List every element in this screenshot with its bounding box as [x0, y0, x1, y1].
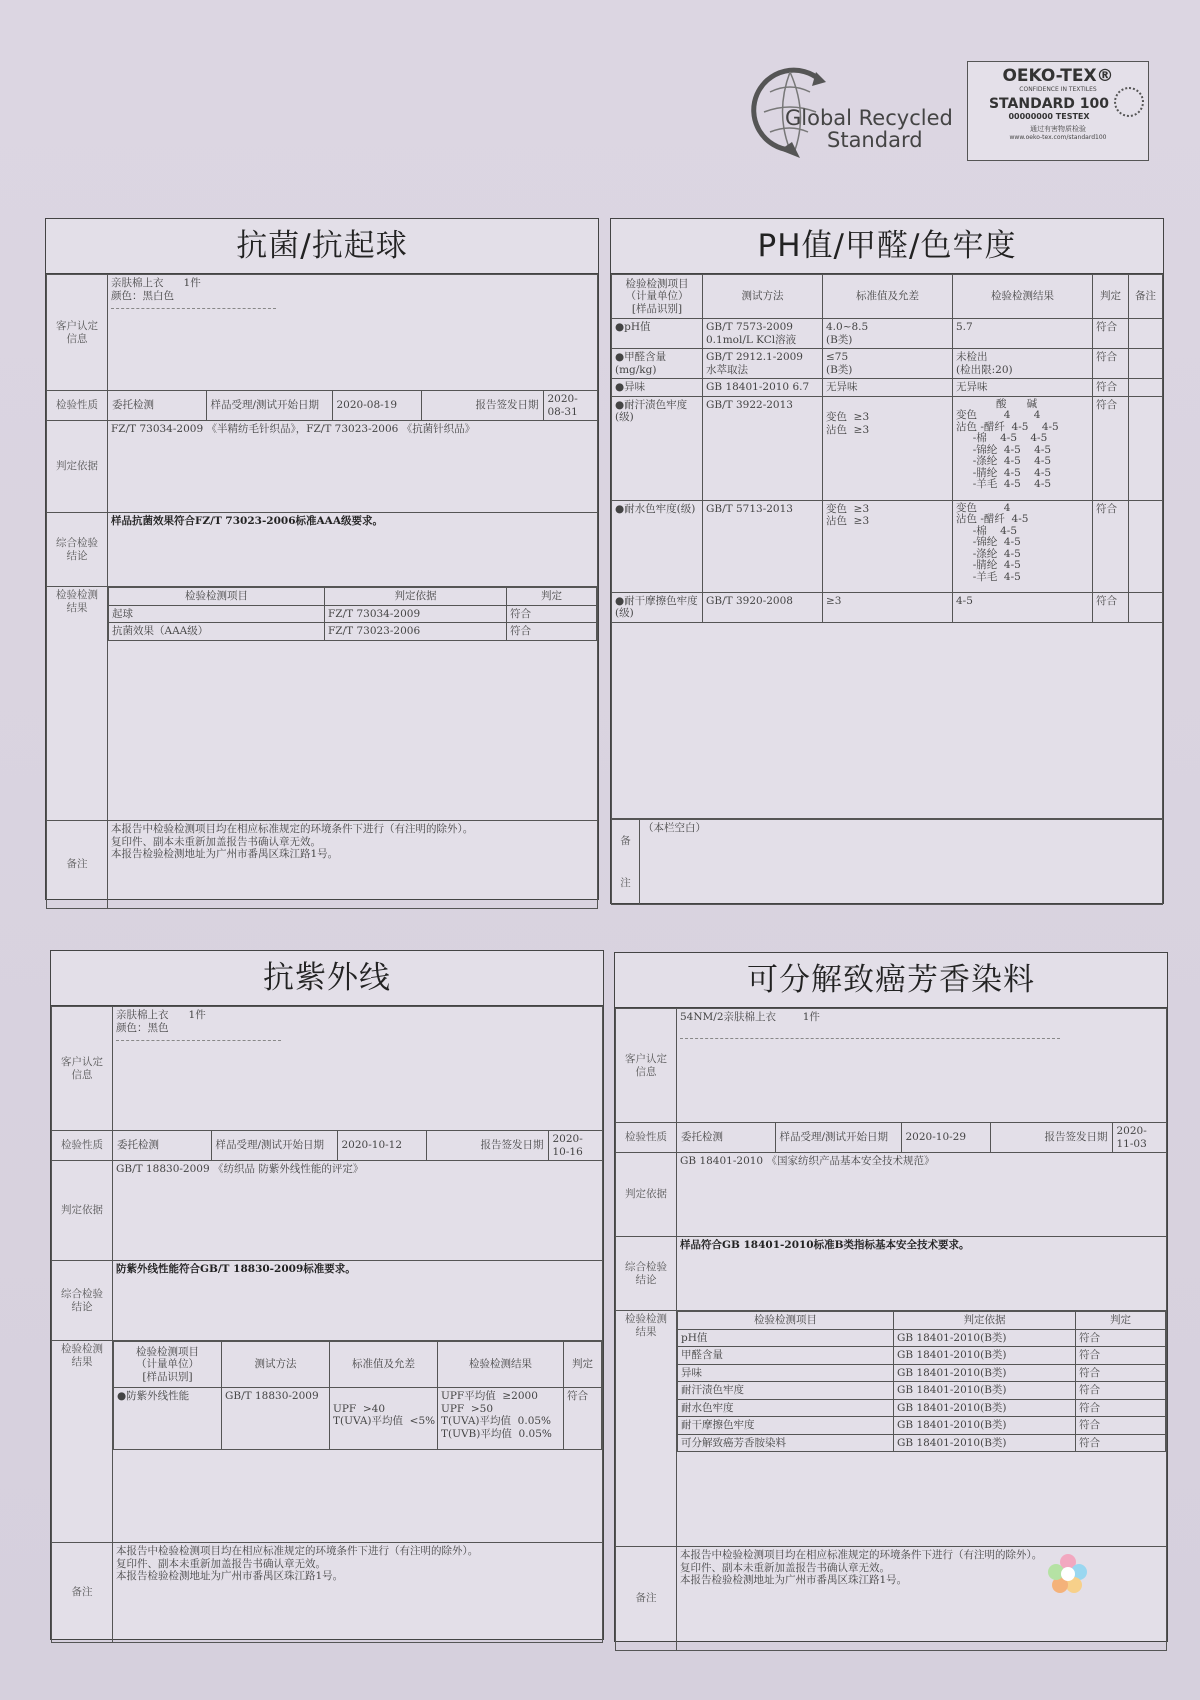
oeko-sub: CONFIDENCE IN TEXTILES	[1019, 86, 1097, 93]
issue-date: 2020-10-16	[552, 1133, 583, 1158]
panel-title: 抗紫外线	[51, 951, 603, 1006]
table-row	[612, 349, 1163, 379]
cell-item: 可分解致癌芳香胺染料	[678, 1434, 894, 1452]
issue-label: 报告签发日期	[990, 1123, 1112, 1152]
blank-area	[612, 622, 1163, 818]
cell-item: ●耐汗渍色牢度 (级)	[612, 396, 703, 500]
cell-note	[1129, 592, 1163, 622]
col-std: 标准值及允差	[330, 1342, 438, 1388]
col-item: 检验检测项目	[109, 588, 325, 606]
cell-item: 起球	[109, 605, 325, 623]
table-row	[678, 1399, 1166, 1417]
cell-note	[1129, 500, 1163, 592]
panel-azo-dyes	[614, 952, 1168, 1642]
oeko-tex-label	[967, 61, 1149, 161]
cell-verdict: 符合	[1093, 379, 1129, 397]
cell-method: GB 18401-2010 6.7	[703, 379, 823, 397]
cell-note	[1129, 319, 1163, 349]
issue-date: 2020-11-03	[1116, 1125, 1147, 1150]
col-verdict: 判定	[564, 1342, 602, 1388]
table-row	[612, 500, 1163, 592]
cell-result: 5.7	[953, 319, 1093, 349]
cell-result: 变色 4 沾色 -醋纤 4-5 -棉 4-5 -锦纶 4-5 -涤纶 4-5 -腈纶 4-5 -羊毛 4-5	[953, 500, 1093, 592]
grs-text-line2: Standard	[827, 128, 923, 152]
table-row	[678, 1347, 1166, 1365]
cell-verdict: 符合	[1076, 1329, 1166, 1347]
table-row	[612, 379, 1163, 397]
basis-value: GB 18401-2010 《国家纺织产品基本安全技术规范》	[677, 1153, 1167, 1237]
cell-item: 耐汗渍色牢度	[678, 1382, 894, 1400]
cell-std: 4.0~8.5 (B类)	[823, 319, 953, 349]
table-row	[109, 623, 597, 641]
result-label: 检验检测 结果	[52, 1341, 113, 1543]
remark-text: （本栏空白）	[640, 819, 1163, 904]
cell-item: 甲醛含量	[678, 1347, 894, 1365]
cell-verdict: 符合	[1076, 1364, 1166, 1382]
cell-basis: FZ/T 73023-2006	[325, 623, 507, 641]
grs-text-line1: Global Recycled	[785, 106, 953, 130]
cell-result: 4-5	[953, 592, 1093, 622]
client-line1: 54NM/2亲肤棉上衣 1件	[680, 1011, 820, 1023]
result-label: 检验检测 结果	[616, 1311, 677, 1547]
remark-label: 备注	[52, 1543, 113, 1643]
col-method: 测试方法	[703, 275, 823, 319]
col-std: 标准值及允差	[823, 275, 953, 319]
cell-method: GB/T 3922-2013	[703, 396, 823, 500]
conclusion-value: 样品符合GB 18401-2010标准B类指标基本安全技术要求。	[677, 1237, 1167, 1311]
client-label: 客户认定 信息	[52, 1007, 113, 1131]
cell-note	[1129, 396, 1163, 500]
oeko-std: STANDARD 100	[988, 96, 1110, 112]
cell-verdict: 符合	[1093, 319, 1129, 349]
start-date: 2020-10-12	[337, 1131, 426, 1160]
oeko-num: 00000000 TESTEX	[1008, 112, 1090, 121]
cell-verdict: 符合	[1093, 500, 1129, 592]
cell-item: 异味	[678, 1364, 894, 1382]
client-label: 客户认定 信息	[47, 275, 108, 391]
result-table	[677, 1311, 1166, 1452]
col-item: 检验检测项目 （计量单位） [样品识别]	[612, 275, 703, 319]
panel-title: PH值/甲醛/色牢度	[611, 219, 1163, 274]
cell-note	[1129, 349, 1163, 379]
cell-basis: GB 18401-2010(B类)	[894, 1434, 1076, 1452]
nature-value: 委托检测	[108, 391, 206, 420]
cell-result: 未检出 (检出限:20)	[953, 349, 1093, 379]
table-row	[114, 1388, 602, 1450]
col-basis: 判定依据	[325, 588, 507, 606]
col-item: 检验检测项目	[678, 1312, 894, 1330]
cell-std: ≤75 (B类)	[823, 349, 953, 379]
cell-note	[1129, 379, 1163, 397]
cell-basis: GB 18401-2010(B类)	[894, 1364, 1076, 1382]
col-verdict: 判定	[507, 588, 597, 606]
oeko-title: OEKO-TEX®	[1002, 66, 1114, 86]
result-table	[108, 587, 597, 641]
cell-item: 耐干摩擦色牢度	[678, 1417, 894, 1435]
start-label: 样品受理/测试开始日期	[206, 391, 332, 420]
cell-verdict: 符合	[1093, 396, 1129, 500]
start-date: 2020-08-19	[332, 391, 421, 420]
remark-text: 本报告中检验检测项目均在相应标准规定的环境条件下进行（有注明的除外）。 复印件、副本未重新加盖报告书确认章无效。 本报告检验检测地址为广州市番禺区珠江路1号。	[677, 1547, 1167, 1651]
basis-value: FZ/T 73034-2009 《半精纺毛针织品》，FZ/T 73023-2006 《抗菌针织品》	[108, 421, 598, 513]
cell-method: GB/T 18830-2009	[222, 1388, 330, 1450]
cell-method: GB/T 5713-2013	[703, 500, 823, 592]
cell-result: 酸 碱 变色 4 4 沾色 -醋纤 4-5 4-5 -棉 4-5 4-5 -锦纶 4-5 4-5 -涤纶 4-5 4-5 -腈纶 4-5 4-5 -羊毛 4-5 4-5	[953, 396, 1093, 500]
cell-verdict: 符合	[1093, 349, 1129, 379]
cell-item: ●pH值	[612, 319, 703, 349]
start-label: 样品受理/测试开始日期	[775, 1123, 901, 1152]
cell-item: ●耐干摩擦色牢度 (级)	[612, 592, 703, 622]
conclusion-label: 综合检验 结论	[47, 513, 108, 587]
col-result: 检验检测结果	[953, 275, 1093, 319]
cell-verdict: 符合	[1076, 1434, 1166, 1452]
cell-std: 变色 ≥3 沾色 ≥3	[823, 396, 953, 500]
result-label: 检验检测 结果	[47, 587, 108, 821]
conclusion-label: 综合检验 结论	[52, 1261, 113, 1341]
remark-label-2: 注	[620, 876, 631, 889]
basis-value: GB/T 18830-2009 《纺织品 防紫外线性能的评定》	[113, 1161, 603, 1261]
table-row	[109, 605, 597, 623]
table-row	[612, 396, 1163, 500]
cell-item: 抗菌效果（AAA级）	[109, 623, 325, 641]
cell-std: 无异味	[823, 379, 953, 397]
client-line1: 亲肤棉上衣 1件	[111, 277, 201, 289]
remark-label	[612, 819, 640, 904]
cell-result: UPF平均值 ≥2000 UPF >50 T(UVA)平均值 0.05% T(UVB)平均值 0.05%	[438, 1388, 564, 1450]
cell-method: GB/T 2912.1-2009 水萃取法	[703, 349, 823, 379]
cell-std: ≥3	[823, 592, 953, 622]
conclusion-label: 综合检验 结论	[616, 1237, 677, 1311]
cell-item: ●甲醛含量 (mg/kg)	[612, 349, 703, 379]
cell-verdict: 符合	[1076, 1399, 1166, 1417]
cell-item: ●防紫外线性能	[114, 1388, 222, 1450]
remark-label: 备注	[47, 821, 108, 909]
issue-label: 报告签发日期	[426, 1131, 548, 1160]
col-method: 测试方法	[222, 1342, 330, 1388]
basis-label: 判定依据	[47, 421, 108, 513]
col-verdict: 判定	[1076, 1312, 1166, 1330]
cell-verdict: 符合	[564, 1388, 602, 1450]
cell-verdict: 符合	[1076, 1347, 1166, 1365]
issue-label: 报告签发日期	[421, 391, 543, 420]
remark-text: 本报告中检验检测项目均在相应标准规定的环境条件下进行（有注明的除外）。 复印件、副本未重新加盖报告书确认章无效。 本报告检验检测地址为广州市番禺区珠江路1号。	[108, 821, 598, 909]
start-date: 2020-10-29	[901, 1123, 990, 1152]
nature-label: 检验性质	[47, 391, 108, 421]
client-line2: 颜色：黑白色	[111, 289, 174, 302]
basis-label: 判定依据	[52, 1161, 113, 1261]
col-result: 检验检测结果	[438, 1342, 564, 1388]
cell-basis: FZ/T 73034-2009	[325, 605, 507, 623]
col-verdict: 判定	[1093, 275, 1129, 319]
table-row	[612, 592, 1163, 622]
table-row	[678, 1434, 1166, 1452]
client-line2: 颜色：黑色	[116, 1021, 169, 1034]
remark-label-1: 备	[620, 834, 631, 847]
panel-table	[611, 274, 1163, 819]
nature-value: 委托检测	[677, 1123, 775, 1152]
table-row	[678, 1329, 1166, 1347]
conclusion-value: 防紫外线性能符合GB/T 18830-2009标准要求。	[113, 1261, 603, 1341]
conclusion-value: 样品抗菌效果符合FZ/T 73023-2006标准AAA级要求。	[108, 513, 598, 587]
col-basis: 判定依据	[894, 1312, 1076, 1330]
cell-item: pH值	[678, 1329, 894, 1347]
panel-antibacterial	[45, 218, 599, 900]
cell-item: ●耐水色牢度(级)	[612, 500, 703, 592]
cell-verdict: 符合	[507, 605, 597, 623]
nature-label: 检验性质	[52, 1131, 113, 1161]
cell-item: ●异味	[612, 379, 703, 397]
cell-verdict: 符合	[1076, 1382, 1166, 1400]
cell-result: 无异味	[953, 379, 1093, 397]
cell-item: 耐水色牢度	[678, 1399, 894, 1417]
cell-basis: GB 18401-2010(B类)	[894, 1382, 1076, 1400]
panel-uv	[50, 950, 604, 1640]
colorful-flower-icon	[1046, 1552, 1090, 1596]
nature-value: 委托检测	[113, 1131, 211, 1160]
cell-verdict: 符合	[1093, 592, 1129, 622]
panel-title: 可分解致癌芳香染料	[615, 953, 1167, 1008]
client-info	[113, 1007, 603, 1131]
client-info	[108, 275, 598, 391]
table-row	[678, 1382, 1166, 1400]
issue-date: 2020-08-31	[547, 393, 578, 418]
oeko-cn: 通过有害物质检验	[1030, 125, 1086, 133]
flower-emblem-icon	[1114, 87, 1144, 117]
nature-label: 检验性质	[616, 1123, 677, 1153]
table-row	[678, 1364, 1166, 1382]
grs-logo	[750, 62, 953, 158]
cell-basis: GB 18401-2010(B类)	[894, 1347, 1076, 1365]
oeko-url: www.oeko-tex.com/standard100	[1009, 134, 1107, 141]
panel-ph-formaldehyde	[610, 218, 1164, 904]
panel-table	[51, 1006, 603, 1643]
cell-std: UPF >40 T(UVA)平均值 <5%	[330, 1388, 438, 1450]
panel-title: 抗菌/抗起球	[46, 219, 598, 274]
cell-basis: GB 18401-2010(B类)	[894, 1417, 1076, 1435]
cell-method: GB/T 3920-2008	[703, 592, 823, 622]
client-line1: 亲肤棉上衣 1件	[116, 1009, 206, 1021]
remark-table	[611, 819, 1163, 905]
table-row	[612, 319, 1163, 349]
basis-label: 判定依据	[616, 1153, 677, 1237]
start-label: 样品受理/测试开始日期	[211, 1131, 337, 1160]
col-item: 检验检测项目 （计量单位） [样品识别]	[114, 1342, 222, 1388]
table-row	[678, 1417, 1166, 1435]
cell-method: GB/T 7573-2009 0.1mol/L KCl溶液	[703, 319, 823, 349]
client-label: 客户认定 信息	[616, 1009, 677, 1123]
cell-basis: GB 18401-2010(B类)	[894, 1329, 1076, 1347]
result-table	[113, 1341, 602, 1450]
cell-std: 变色 ≥3 沾色 ≥3	[823, 500, 953, 592]
cell-basis: GB 18401-2010(B类)	[894, 1399, 1076, 1417]
client-info	[677, 1009, 1167, 1123]
col-note: 备注	[1129, 275, 1163, 319]
panel-table	[46, 274, 598, 909]
remark-label: 备注	[616, 1547, 677, 1651]
cell-verdict: 符合	[1076, 1417, 1166, 1435]
cell-verdict: 符合	[507, 623, 597, 641]
remark-text: 本报告中检验检测项目均在相应标准规定的环境条件下进行（有注明的除外）。 复印件、副本未重新加盖报告书确认章无效。 本报告检验检测地址为广州市番禺区珠江路1号。	[113, 1543, 603, 1643]
